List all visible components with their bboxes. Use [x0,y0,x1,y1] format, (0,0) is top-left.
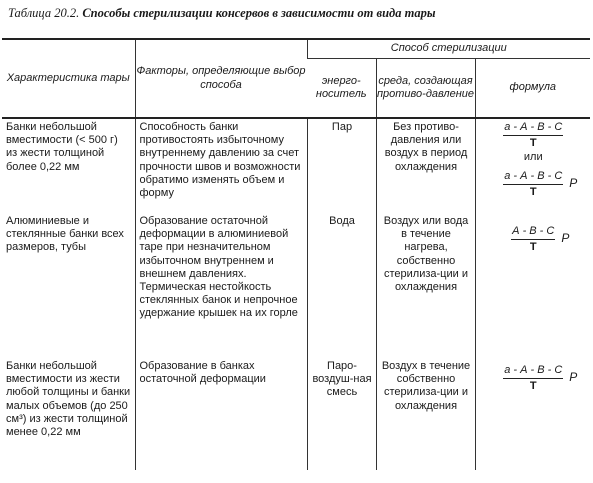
formula-fraction [503,364,578,393]
formula-denominator: Т [529,185,537,198]
cell-tara: Банки небольшой вместимости (< 500 г) из жести толщиной более 0,22 мм [6,121,118,173]
formula-numerator: а - А - В - С [503,170,563,185]
cell-energy: Вода [307,213,376,358]
cell-formula [475,118,590,213]
cell-energy: Пар [307,118,376,213]
header-formula: формула [475,59,590,119]
table-caption [8,6,588,21]
cell-energy: Паро-воздуш-ная смесь [307,358,376,470]
cell-factors: Образование в банках остаточной деформации [135,358,307,470]
cell-media: Воздух или вода в течение нагрева, собственно стерилиза-ции и охлаждения [376,213,475,358]
table-row [2,358,590,470]
formula-fraction [511,225,570,254]
cell-factors: Образование остаточной деформации в алюминиевой таре при незначительном избыточном внутреннем и внешнем давлениях. Термическая нестойкость стеклянных банок и непрочное удержание крышек на их горле [135,213,307,358]
formula-fraction [503,121,563,150]
cell-tara: Алюминиевые и стеклянные банки всех размеров, тубы [6,215,124,254]
cell-factors: Способность банки противостоять избыточному внутреннему давлению за счет прочности швов и возможности обратимо изменять объем и форму [135,118,307,213]
cell-formula [475,213,590,358]
formula-multiplier: Р [569,370,578,384]
header-tara: Характеристика тары [2,39,135,118]
formula-or: или [523,151,543,164]
sterilization-table [2,38,590,470]
table-row [2,213,590,358]
formula-denominator: Т [529,137,537,150]
header-method-group: Способ стерилизации [307,39,590,59]
formula-denominator: Т [529,380,537,393]
header-energy: энерго-носитель [307,59,376,119]
formula-fraction [503,169,578,199]
formula-multiplier: Р [569,175,578,190]
cell-media: Воздух в течение собственно стерилиза-ции и охлаждения [376,358,475,470]
cell-tara: Банки небольшой вместимости из жести любой толщины и банки малых объемов (до 250 см³) из жести толщиной менее 0,22 мм [6,360,131,439]
caption-title: Способы стерилизации консервов в зависимости от вида тары [82,6,436,20]
caption-prefix: Таблица 20.2. [8,6,80,20]
cell-formula [475,358,590,470]
header-media: среда, создающая противо-давление [376,59,475,119]
formula-denominator: Т [529,241,537,254]
table-row [2,118,590,213]
header-factors: Факторы, определяющие выбор способа [135,39,307,118]
formula-numerator: а - А - В - С [503,364,563,379]
formula-numerator: а - А - В - С [503,121,563,136]
cell-media: Без противо-давления или воздух в период охлаждения [376,118,475,213]
formula-numerator: А - В - С [511,225,555,240]
formula-multiplier: Р [561,231,570,245]
